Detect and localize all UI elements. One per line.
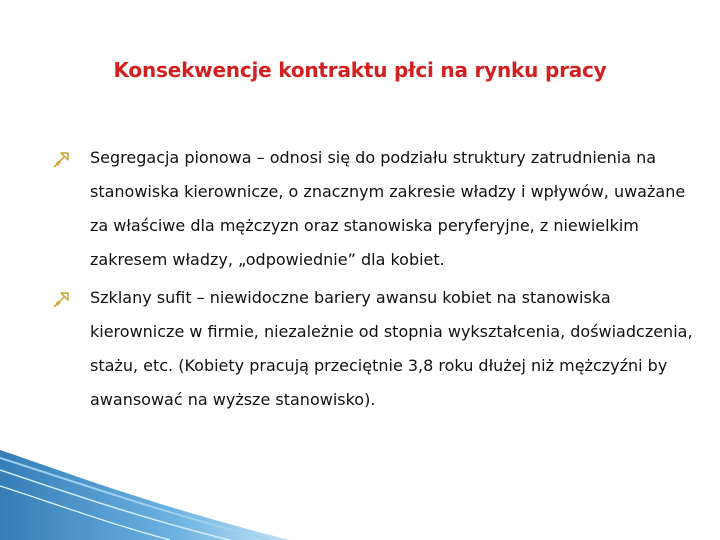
corner-swoosh-decoration	[0, 450, 290, 540]
bullet-text: niewidoczne bariery awansu kobiet na stanowiska kierownicze w firmie, niezależnie od stopnia wykształcenia, doświadczenia, stażu, etc. (Kobiety pracują przeciętnie 3,8 roku dłużej niż mężczyźni by awansować na wyższe stanowisko).	[90, 288, 693, 409]
arrow-bullet-icon	[52, 289, 72, 309]
bullet-item-segregacja-pionowa	[50, 141, 700, 277]
slide-title: Konsekwencje kontraktu płci na rynku pracy	[113, 58, 607, 82]
bullet-separator: –	[251, 148, 270, 167]
slide-content	[50, 141, 700, 417]
bullet-term: Szklany sufit	[90, 288, 192, 307]
bullet-item-szklany-sufit	[50, 281, 700, 417]
bullet-term: Segregacja pionowa	[90, 148, 252, 167]
bullet-text: odnosi się do podziału struktury zatrudnienia na stanowiska kierownicze, o znacznym zakresie władzy i wpływów, uważane za właściwe dla mężczyzn oraz stanowiska peryferyjne, z niewielkim zakresem władzy, „odpowiednie” dla kobiet.	[90, 148, 686, 269]
bullet-separator: –	[191, 288, 210, 307]
arrow-bullet-icon	[52, 149, 72, 169]
